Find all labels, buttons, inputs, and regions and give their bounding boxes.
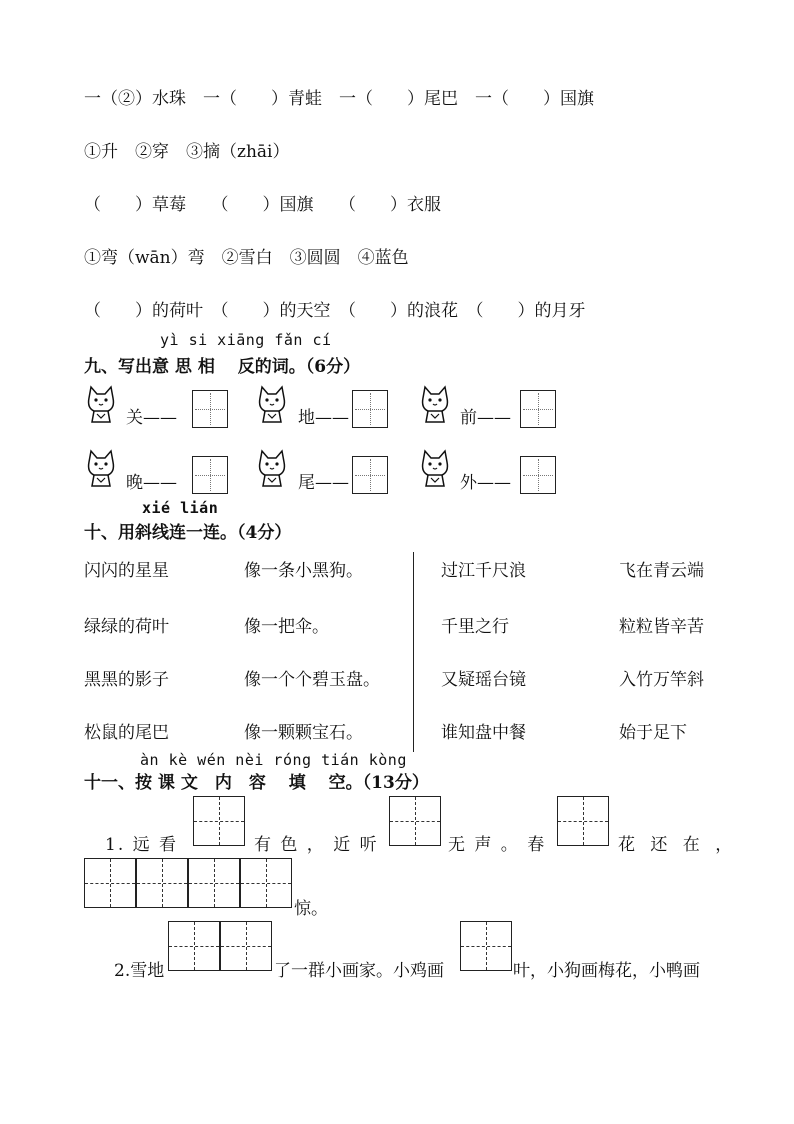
write-box[interactable] <box>193 796 245 846</box>
write-box[interactable] <box>389 796 441 846</box>
antonym-word-1: 关—— <box>126 408 177 428</box>
q1-text-c: 无 声 。 春 <box>448 835 547 855</box>
fill-line-1: 一（②）水珠 一（ ）青蛙 一（ ）尾巴 一（ ）国旗 <box>84 89 594 109</box>
fill-line-3: （ ）的荷叶 （ ）的天空 （ ）的浪花 （ ）的月牙 <box>84 301 586 321</box>
antonym-word-3: 前—— <box>460 408 511 428</box>
fill-line-2: （ ）草莓 （ ）国旗 （ ）衣服 <box>84 195 441 215</box>
match-right-a-1[interactable]: 过江千尺浪 <box>441 561 526 581</box>
match-right-b-4[interactable]: 始于足下 <box>619 723 687 743</box>
q2-text-b: 了一群小画家。小鸡画 <box>274 961 444 981</box>
section9-pinyin: yì si xiāng fǎn cí <box>160 331 332 349</box>
write-box[interactable] <box>220 921 272 971</box>
match-left-b-2[interactable]: 像一把伞。 <box>244 617 329 637</box>
answer-grid-box[interactable] <box>192 390 228 428</box>
match-left-a-2[interactable]: 绿绿的荷叶 <box>84 617 169 637</box>
q1-text-b: 有 色 ， 近 听 <box>254 835 379 855</box>
answer-grid-box[interactable] <box>520 390 556 428</box>
q1-text-a: 1. 远 看 <box>105 835 179 855</box>
antonym-word-5: 尾—— <box>298 473 349 493</box>
antonym-word-4: 晚—— <box>126 473 177 493</box>
answer-grid-box[interactable] <box>192 456 228 494</box>
cat-icon <box>255 384 289 424</box>
match-right-a-2[interactable]: 千里之行 <box>441 617 509 637</box>
section10-pinyin: xié lián <box>142 499 219 517</box>
antonym-word-6: 外—— <box>460 473 511 493</box>
column-divider <box>413 552 414 752</box>
q2-text-a: 2.雪地 <box>114 961 165 981</box>
q1-text-e: 惊。 <box>294 899 328 919</box>
match-left-a-3[interactable]: 黑黑的影子 <box>84 670 169 690</box>
write-box[interactable] <box>240 858 292 908</box>
options-line-2: ①弯（wān）弯 ②雪白 ③圆圆 ④蓝色 <box>84 248 409 268</box>
options-line-1: ①升 ②穿 ③摘（zhāi） <box>84 142 290 162</box>
cat-icon <box>255 448 289 488</box>
match-right-b-1[interactable]: 飞在青云端 <box>619 561 704 581</box>
answer-grid-box[interactable] <box>352 456 388 494</box>
write-box[interactable] <box>168 921 220 971</box>
answer-grid-box[interactable] <box>520 456 556 494</box>
match-right-b-2[interactable]: 粒粒皆辛苦 <box>619 617 704 637</box>
cat-icon <box>84 448 118 488</box>
q1-text-d: 花 还 在 ， <box>618 835 738 855</box>
section10-title: 十、用斜线连一连。（4分） <box>84 523 292 543</box>
match-right-b-3[interactable]: 入竹万竿斜 <box>619 670 704 690</box>
section11-pinyin: àn kè wén nèi róng tián kòng <box>140 751 407 769</box>
cat-icon <box>418 448 452 488</box>
section11-title: 十一、按 课 文 内 容 填 空。（13分） <box>84 773 429 793</box>
section9-title: 九、写出意 思 相 反的词。（6分） <box>84 357 361 377</box>
write-box[interactable] <box>136 858 188 908</box>
write-box[interactable] <box>84 858 136 908</box>
match-left-a-1[interactable]: 闪闪的星星 <box>84 561 169 581</box>
cat-icon <box>84 384 118 424</box>
match-left-b-3[interactable]: 像一个个碧玉盘。 <box>244 670 380 690</box>
write-box[interactable] <box>460 921 512 971</box>
cat-icon <box>418 384 452 424</box>
antonym-word-2: 地—— <box>298 408 349 428</box>
match-right-a-3[interactable]: 又疑瑶台镜 <box>441 670 526 690</box>
write-box[interactable] <box>557 796 609 846</box>
match-left-a-4[interactable]: 松鼠的尾巴 <box>84 723 169 743</box>
answer-grid-box[interactable] <box>352 390 388 428</box>
match-left-b-1[interactable]: 像一条小黑狗。 <box>244 561 363 581</box>
write-box[interactable] <box>188 858 240 908</box>
match-right-a-4[interactable]: 谁知盘中餐 <box>441 723 526 743</box>
q2-text-c: 叶，小狗画梅花，小鸭画 <box>513 961 700 981</box>
match-left-b-4[interactable]: 像一颗颗宝石。 <box>244 723 363 743</box>
